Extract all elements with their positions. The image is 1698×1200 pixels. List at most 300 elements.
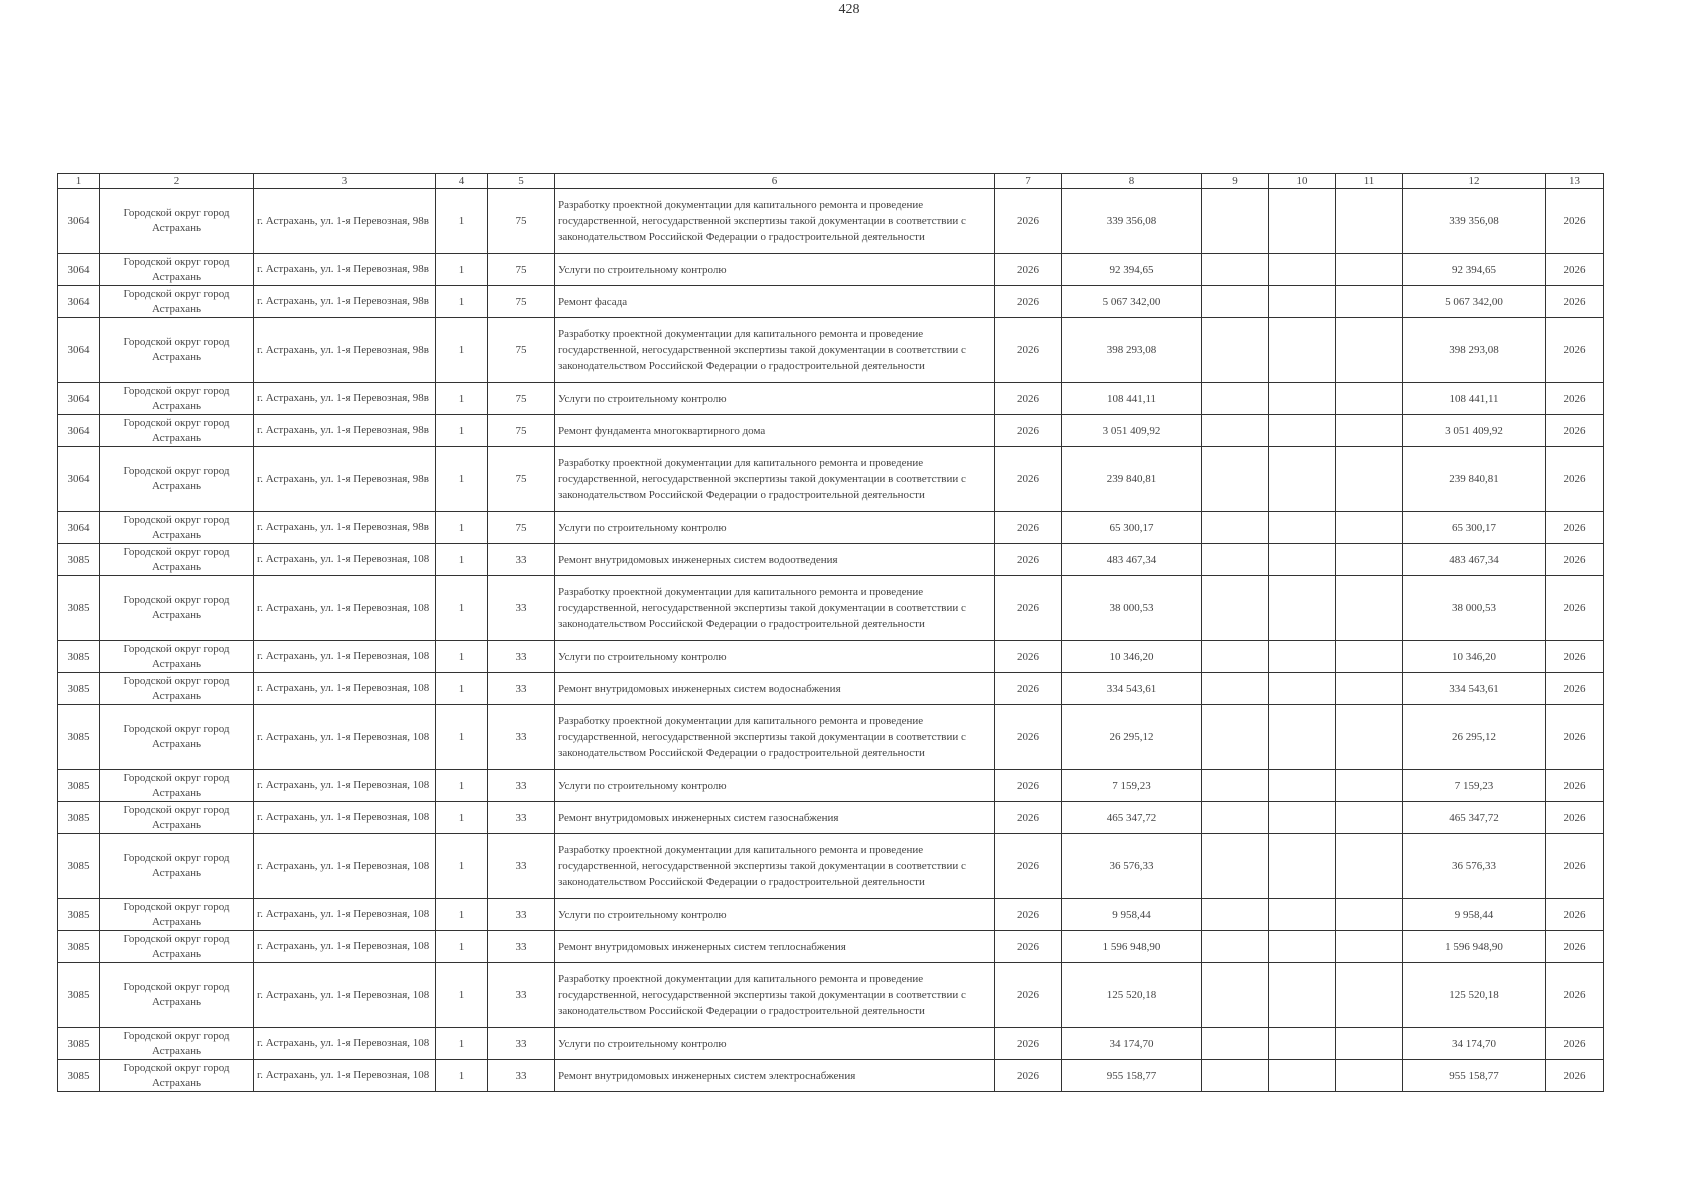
col-header-12: 12 xyxy=(1403,174,1546,189)
cost-cell: 3 051 409,92 xyxy=(1062,415,1202,447)
year-cell: 2026 xyxy=(995,834,1062,899)
work-type-cell: Ремонт фундамента многоквартирного дома xyxy=(555,415,995,447)
col9-cell xyxy=(1202,1028,1269,1060)
row-id-cell: 3064 xyxy=(58,447,100,512)
total-cost-cell: 398 293,08 xyxy=(1403,318,1546,383)
page-number: 428 xyxy=(838,2,860,17)
col9-cell xyxy=(1202,576,1269,641)
table-row xyxy=(58,512,1604,544)
col-header-3: 3 xyxy=(254,174,436,189)
col-header-2: 2 xyxy=(100,174,254,189)
col5-cell: 33 xyxy=(488,1028,555,1060)
cost-cell: 36 576,33 xyxy=(1062,834,1202,899)
col10-cell xyxy=(1269,802,1336,834)
address-cell: г. Астрахань, ул. 1-я Перевозная, 108 xyxy=(254,834,436,899)
table-row xyxy=(58,1060,1604,1092)
address-cell: г. Астрахань, ул. 1-я Перевозная, 108 xyxy=(254,673,436,705)
row-id-cell: 3064 xyxy=(58,286,100,318)
col4-cell: 1 xyxy=(436,705,488,770)
row-id-cell: 3085 xyxy=(58,931,100,963)
table-row xyxy=(58,770,1604,802)
col11-cell xyxy=(1336,1028,1403,1060)
col9-cell xyxy=(1202,254,1269,286)
col11-cell xyxy=(1336,447,1403,512)
col9-cell xyxy=(1202,512,1269,544)
completion-year-cell: 2026 xyxy=(1546,899,1604,931)
col10-cell xyxy=(1269,834,1336,899)
completion-year-cell: 2026 xyxy=(1546,189,1604,254)
col5-cell: 33 xyxy=(488,802,555,834)
col10-cell xyxy=(1269,544,1336,576)
col10-cell xyxy=(1269,254,1336,286)
col9-cell xyxy=(1202,705,1269,770)
address-cell: г. Астрахань, ул. 1-я Перевозная, 108 xyxy=(254,1060,436,1092)
municipality-cell: Городской округ город Астрахань xyxy=(100,544,254,576)
table-body xyxy=(58,189,1604,1092)
row-id-cell: 3085 xyxy=(58,899,100,931)
col4-cell: 1 xyxy=(436,899,488,931)
col9-cell xyxy=(1202,673,1269,705)
municipality-cell: Городской округ город Астрахань xyxy=(100,705,254,770)
table-row xyxy=(58,931,1604,963)
total-cost-cell: 5 067 342,00 xyxy=(1403,286,1546,318)
col10-cell xyxy=(1269,383,1336,415)
cost-cell: 955 158,77 xyxy=(1062,1060,1202,1092)
completion-year-cell: 2026 xyxy=(1546,286,1604,318)
col9-cell xyxy=(1202,415,1269,447)
col11-cell xyxy=(1336,189,1403,254)
total-cost-cell: 65 300,17 xyxy=(1403,512,1546,544)
cost-cell: 339 356,08 xyxy=(1062,189,1202,254)
row-id-cell: 3064 xyxy=(58,512,100,544)
municipality-cell: Городской округ город Астрахань xyxy=(100,770,254,802)
col11-cell xyxy=(1336,318,1403,383)
total-cost-cell: 10 346,20 xyxy=(1403,641,1546,673)
col-header-13: 13 xyxy=(1546,174,1604,189)
row-id-cell: 3085 xyxy=(58,576,100,641)
completion-year-cell: 2026 xyxy=(1546,641,1604,673)
col-header-1: 1 xyxy=(58,174,100,189)
col9-cell xyxy=(1202,544,1269,576)
year-cell: 2026 xyxy=(995,1028,1062,1060)
col10-cell xyxy=(1269,705,1336,770)
completion-year-cell: 2026 xyxy=(1546,1028,1604,1060)
col11-cell xyxy=(1336,383,1403,415)
col-header-6: 6 xyxy=(555,174,995,189)
col4-cell: 1 xyxy=(436,415,488,447)
completion-year-cell: 2026 xyxy=(1546,576,1604,641)
total-cost-cell: 108 441,11 xyxy=(1403,383,1546,415)
year-cell: 2026 xyxy=(995,1060,1062,1092)
capital-repair-table xyxy=(57,173,1604,1092)
work-type-cell: Разработку проектной документации для капитального ремонта и проведение государственной, негосударственной экспертизы такой документации в соответствии с законодательством Российской Федерации о градостроительной деятельности xyxy=(555,834,995,899)
year-cell: 2026 xyxy=(995,415,1062,447)
completion-year-cell: 2026 xyxy=(1546,318,1604,383)
col11-cell xyxy=(1336,1060,1403,1092)
col11-cell xyxy=(1336,963,1403,1028)
cost-cell: 9 958,44 xyxy=(1062,899,1202,931)
completion-year-cell: 2026 xyxy=(1546,770,1604,802)
municipality-cell: Городской округ город Астрахань xyxy=(100,931,254,963)
col9-cell xyxy=(1202,963,1269,1028)
cost-cell: 239 840,81 xyxy=(1062,447,1202,512)
col4-cell: 1 xyxy=(436,802,488,834)
municipality-cell: Городской округ город Астрахань xyxy=(100,415,254,447)
total-cost-cell: 36 576,33 xyxy=(1403,834,1546,899)
col-header-5: 5 xyxy=(488,174,555,189)
col4-cell: 1 xyxy=(436,673,488,705)
col10-cell xyxy=(1269,931,1336,963)
total-cost-cell: 34 174,70 xyxy=(1403,1028,1546,1060)
total-cost-cell: 9 958,44 xyxy=(1403,899,1546,931)
address-cell: г. Астрахань, ул. 1-я Перевозная, 98в xyxy=(254,318,436,383)
year-cell: 2026 xyxy=(995,576,1062,641)
col10-cell xyxy=(1269,963,1336,1028)
completion-year-cell: 2026 xyxy=(1546,834,1604,899)
address-cell: г. Астрахань, ул. 1-я Перевозная, 98в xyxy=(254,383,436,415)
row-id-cell: 3064 xyxy=(58,254,100,286)
work-type-cell: Разработку проектной документации для капитального ремонта и проведение государственной, негосударственной экспертизы такой документации в соответствии с законодательством Российской Федерации о градостроительной деятельности xyxy=(555,576,995,641)
address-cell: г. Астрахань, ул. 1-я Перевозная, 108 xyxy=(254,641,436,673)
address-cell: г. Астрахань, ул. 1-я Перевозная, 108 xyxy=(254,576,436,641)
completion-year-cell: 2026 xyxy=(1546,673,1604,705)
col5-cell: 33 xyxy=(488,770,555,802)
municipality-cell: Городской округ город Астрахань xyxy=(100,673,254,705)
completion-year-cell: 2026 xyxy=(1546,802,1604,834)
col5-cell: 33 xyxy=(488,834,555,899)
address-cell: г. Астрахань, ул. 1-я Перевозная, 98в xyxy=(254,415,436,447)
col9-cell xyxy=(1202,802,1269,834)
col9-cell xyxy=(1202,770,1269,802)
total-cost-cell: 125 520,18 xyxy=(1403,963,1546,1028)
work-type-cell: Ремонт внутридомовых инженерных систем водоотведения xyxy=(555,544,995,576)
table-row xyxy=(58,899,1604,931)
address-cell: г. Астрахань, ул. 1-я Перевозная, 98в xyxy=(254,189,436,254)
row-id-cell: 3064 xyxy=(58,189,100,254)
address-cell: г. Астрахань, ул. 1-я Перевозная, 98в xyxy=(254,286,436,318)
col10-cell xyxy=(1269,1028,1336,1060)
completion-year-cell: 2026 xyxy=(1546,447,1604,512)
col11-cell xyxy=(1336,834,1403,899)
municipality-cell: Городской округ город Астрахань xyxy=(100,512,254,544)
col5-cell: 75 xyxy=(488,286,555,318)
municipality-cell: Городской округ город Астрахань xyxy=(100,1060,254,1092)
total-cost-cell: 1 596 948,90 xyxy=(1403,931,1546,963)
table-row xyxy=(58,802,1604,834)
total-cost-cell: 465 347,72 xyxy=(1403,802,1546,834)
col9-cell xyxy=(1202,931,1269,963)
col5-cell: 75 xyxy=(488,254,555,286)
address-cell: г. Астрахань, ул. 1-я Перевозная, 108 xyxy=(254,931,436,963)
col10-cell xyxy=(1269,512,1336,544)
municipality-cell: Городской округ город Астрахань xyxy=(100,447,254,512)
col9-cell xyxy=(1202,318,1269,383)
year-cell: 2026 xyxy=(995,254,1062,286)
row-id-cell: 3085 xyxy=(58,705,100,770)
col11-cell xyxy=(1336,415,1403,447)
col-header-9: 9 xyxy=(1202,174,1269,189)
completion-year-cell: 2026 xyxy=(1546,1060,1604,1092)
work-type-cell: Услуги по строительному контролю xyxy=(555,770,995,802)
col5-cell: 75 xyxy=(488,189,555,254)
total-cost-cell: 92 394,65 xyxy=(1403,254,1546,286)
year-cell: 2026 xyxy=(995,899,1062,931)
cost-cell: 465 347,72 xyxy=(1062,802,1202,834)
col9-cell xyxy=(1202,834,1269,899)
table-row xyxy=(58,318,1604,383)
year-cell: 2026 xyxy=(995,189,1062,254)
total-cost-cell: 334 543,61 xyxy=(1403,673,1546,705)
col11-cell xyxy=(1336,705,1403,770)
col10-cell xyxy=(1269,770,1336,802)
row-id-cell: 3085 xyxy=(58,641,100,673)
year-cell: 2026 xyxy=(995,383,1062,415)
col11-cell xyxy=(1336,770,1403,802)
work-type-cell: Разработку проектной документации для капитального ремонта и проведение государственной, негосударственной экспертизы такой документации в соответствии с законодательством Российской Федерации о градостроительной деятельности xyxy=(555,705,995,770)
col11-cell xyxy=(1336,931,1403,963)
col4-cell: 1 xyxy=(436,834,488,899)
work-type-cell: Ремонт внутридомовых инженерных систем электроснабжения xyxy=(555,1060,995,1092)
work-type-cell: Услуги по строительному контролю xyxy=(555,254,995,286)
col4-cell: 1 xyxy=(436,1060,488,1092)
row-id-cell: 3085 xyxy=(58,963,100,1028)
table-row xyxy=(58,447,1604,512)
col-header-7: 7 xyxy=(995,174,1062,189)
work-type-cell: Ремонт внутридомовых инженерных систем водоснабжения xyxy=(555,673,995,705)
municipality-cell: Городской округ город Астрахань xyxy=(100,802,254,834)
work-type-cell: Услуги по строительному контролю xyxy=(555,512,995,544)
year-cell: 2026 xyxy=(995,705,1062,770)
cost-cell: 92 394,65 xyxy=(1062,254,1202,286)
col4-cell: 1 xyxy=(436,383,488,415)
completion-year-cell: 2026 xyxy=(1546,383,1604,415)
cost-cell: 5 067 342,00 xyxy=(1062,286,1202,318)
col9-cell xyxy=(1202,899,1269,931)
address-cell: г. Астрахань, ул. 1-я Перевозная, 108 xyxy=(254,705,436,770)
total-cost-cell: 239 840,81 xyxy=(1403,447,1546,512)
col9-cell xyxy=(1202,1060,1269,1092)
cost-cell: 108 441,11 xyxy=(1062,383,1202,415)
completion-year-cell: 2026 xyxy=(1546,931,1604,963)
completion-year-cell: 2026 xyxy=(1546,705,1604,770)
col11-cell xyxy=(1336,286,1403,318)
col9-cell xyxy=(1202,447,1269,512)
col9-cell xyxy=(1202,286,1269,318)
year-cell: 2026 xyxy=(995,512,1062,544)
table-row xyxy=(58,641,1604,673)
address-cell: г. Астрахань, ул. 1-я Перевозная, 98в xyxy=(254,447,436,512)
year-cell: 2026 xyxy=(995,673,1062,705)
municipality-cell: Городской округ город Астрахань xyxy=(100,641,254,673)
completion-year-cell: 2026 xyxy=(1546,254,1604,286)
work-type-cell: Услуги по строительному контролю xyxy=(555,383,995,415)
col4-cell: 1 xyxy=(436,318,488,383)
completion-year-cell: 2026 xyxy=(1546,415,1604,447)
address-cell: г. Астрахань, ул. 1-я Перевозная, 108 xyxy=(254,899,436,931)
work-type-cell: Ремонт внутридомовых инженерных систем теплоснабжения xyxy=(555,931,995,963)
address-cell: г. Астрахань, ул. 1-я Перевозная, 98в xyxy=(254,254,436,286)
col10-cell xyxy=(1269,1060,1336,1092)
col5-cell: 33 xyxy=(488,899,555,931)
cost-cell: 125 520,18 xyxy=(1062,963,1202,1028)
col4-cell: 1 xyxy=(436,770,488,802)
cost-cell: 10 346,20 xyxy=(1062,641,1202,673)
row-id-cell: 3085 xyxy=(58,1060,100,1092)
col10-cell xyxy=(1269,673,1336,705)
address-cell: г. Астрахань, ул. 1-я Перевозная, 108 xyxy=(254,544,436,576)
completion-year-cell: 2026 xyxy=(1546,512,1604,544)
col4-cell: 1 xyxy=(436,641,488,673)
row-id-cell: 3085 xyxy=(58,1028,100,1060)
col11-cell xyxy=(1336,544,1403,576)
col11-cell xyxy=(1336,641,1403,673)
col10-cell xyxy=(1269,189,1336,254)
year-cell: 2026 xyxy=(995,963,1062,1028)
address-cell: г. Астрахань, ул. 1-я Перевозная, 108 xyxy=(254,770,436,802)
col10-cell xyxy=(1269,286,1336,318)
cost-cell: 398 293,08 xyxy=(1062,318,1202,383)
col5-cell: 75 xyxy=(488,512,555,544)
col-header-11: 11 xyxy=(1336,174,1403,189)
year-cell: 2026 xyxy=(995,802,1062,834)
total-cost-cell: 955 158,77 xyxy=(1403,1060,1546,1092)
col11-cell xyxy=(1336,673,1403,705)
table-row xyxy=(58,834,1604,899)
work-type-cell: Разработку проектной документации для капитального ремонта и проведение государственной, негосударственной экспертизы такой документации в соответствии с законодательством Российской Федерации о градостроительной деятельности xyxy=(555,447,995,512)
table-row xyxy=(58,673,1604,705)
col5-cell: 33 xyxy=(488,576,555,641)
address-cell: г. Астрахань, ул. 1-я Перевозная, 98в xyxy=(254,512,436,544)
row-id-cell: 3085 xyxy=(58,770,100,802)
year-cell: 2026 xyxy=(995,770,1062,802)
col5-cell: 75 xyxy=(488,447,555,512)
col10-cell xyxy=(1269,318,1336,383)
cost-cell: 483 467,34 xyxy=(1062,544,1202,576)
col11-cell xyxy=(1336,512,1403,544)
col4-cell: 1 xyxy=(436,447,488,512)
table-row xyxy=(58,544,1604,576)
col5-cell: 33 xyxy=(488,705,555,770)
total-cost-cell: 339 356,08 xyxy=(1403,189,1546,254)
year-cell: 2026 xyxy=(995,931,1062,963)
completion-year-cell: 2026 xyxy=(1546,963,1604,1028)
year-cell: 2026 xyxy=(995,286,1062,318)
cost-cell: 334 543,61 xyxy=(1062,673,1202,705)
table-row xyxy=(58,705,1604,770)
col4-cell: 1 xyxy=(436,544,488,576)
address-cell: г. Астрахань, ул. 1-я Перевозная, 108 xyxy=(254,802,436,834)
year-cell: 2026 xyxy=(995,318,1062,383)
work-type-cell: Услуги по строительному контролю xyxy=(555,1028,995,1060)
col10-cell xyxy=(1269,641,1336,673)
table-row xyxy=(58,286,1604,318)
cost-cell: 26 295,12 xyxy=(1062,705,1202,770)
col11-cell xyxy=(1336,802,1403,834)
work-type-cell: Разработку проектной документации для капитального ремонта и проведение государственной, негосударственной экспертизы такой документации в соответствии с законодательством Российской Федерации о градостроительной деятельности xyxy=(555,963,995,1028)
municipality-cell: Городской округ город Астрахань xyxy=(100,286,254,318)
table-row xyxy=(58,383,1604,415)
col10-cell xyxy=(1269,447,1336,512)
col4-cell: 1 xyxy=(436,576,488,641)
work-type-cell: Услуги по строительному контролю xyxy=(555,899,995,931)
work-type-cell: Разработку проектной документации для капитального ремонта и проведение государственной, негосударственной экспертизы такой документации в соответствии с законодательством Российской Федерации о градостроительной деятельности xyxy=(555,318,995,383)
row-id-cell: 3085 xyxy=(58,673,100,705)
cost-cell: 38 000,53 xyxy=(1062,576,1202,641)
col9-cell xyxy=(1202,641,1269,673)
col11-cell xyxy=(1336,576,1403,641)
col9-cell xyxy=(1202,383,1269,415)
municipality-cell: Городской округ город Астрахань xyxy=(100,383,254,415)
table-row xyxy=(58,189,1604,254)
address-cell: г. Астрахань, ул. 1-я Перевозная, 108 xyxy=(254,1028,436,1060)
col4-cell: 1 xyxy=(436,1028,488,1060)
row-id-cell: 3064 xyxy=(58,383,100,415)
col11-cell xyxy=(1336,899,1403,931)
table-row xyxy=(58,415,1604,447)
municipality-cell: Городской округ город Астрахань xyxy=(100,189,254,254)
col-header-8: 8 xyxy=(1062,174,1202,189)
col5-cell: 75 xyxy=(488,383,555,415)
col5-cell: 75 xyxy=(488,415,555,447)
row-id-cell: 3085 xyxy=(58,544,100,576)
work-type-cell: Ремонт внутридомовых инженерных систем газоснабжения xyxy=(555,802,995,834)
col4-cell: 1 xyxy=(436,963,488,1028)
col5-cell: 33 xyxy=(488,544,555,576)
col5-cell: 33 xyxy=(488,673,555,705)
row-id-cell: 3064 xyxy=(58,415,100,447)
col4-cell: 1 xyxy=(436,189,488,254)
col-header-4: 4 xyxy=(436,174,488,189)
work-type-cell: Разработку проектной документации для капитального ремонта и проведение государственной, негосударственной экспертизы такой документации в соответствии с законодательством Российской Федерации о градостроительной деятельности xyxy=(555,189,995,254)
table-row xyxy=(58,1028,1604,1060)
municipality-cell: Городской округ город Астрахань xyxy=(100,963,254,1028)
row-id-cell: 3085 xyxy=(58,834,100,899)
col4-cell: 1 xyxy=(436,931,488,963)
table-row xyxy=(58,963,1604,1028)
year-cell: 2026 xyxy=(995,447,1062,512)
total-cost-cell: 483 467,34 xyxy=(1403,544,1546,576)
col-header-10: 10 xyxy=(1269,174,1336,189)
total-cost-cell: 26 295,12 xyxy=(1403,705,1546,770)
total-cost-cell: 7 159,23 xyxy=(1403,770,1546,802)
completion-year-cell: 2026 xyxy=(1546,544,1604,576)
row-id-cell: 3064 xyxy=(58,318,100,383)
col10-cell xyxy=(1269,899,1336,931)
cost-cell: 7 159,23 xyxy=(1062,770,1202,802)
cost-cell: 1 596 948,90 xyxy=(1062,931,1202,963)
col4-cell: 1 xyxy=(436,512,488,544)
total-cost-cell: 3 051 409,92 xyxy=(1403,415,1546,447)
municipality-cell: Городской округ город Астрахань xyxy=(100,899,254,931)
col4-cell: 1 xyxy=(436,254,488,286)
col5-cell: 75 xyxy=(488,318,555,383)
col11-cell xyxy=(1336,254,1403,286)
year-cell: 2026 xyxy=(995,544,1062,576)
col5-cell: 33 xyxy=(488,931,555,963)
table-row xyxy=(58,254,1604,286)
work-type-cell: Ремонт фасада xyxy=(555,286,995,318)
col4-cell: 1 xyxy=(436,286,488,318)
municipality-cell: Городской округ город Астрахань xyxy=(100,834,254,899)
col5-cell: 33 xyxy=(488,641,555,673)
row-id-cell: 3085 xyxy=(58,802,100,834)
municipality-cell: Городской округ город Астрахань xyxy=(100,318,254,383)
year-cell: 2026 xyxy=(995,641,1062,673)
cost-cell: 65 300,17 xyxy=(1062,512,1202,544)
municipality-cell: Городской округ город Астрахань xyxy=(100,576,254,641)
col10-cell xyxy=(1269,415,1336,447)
address-cell: г. Астрахань, ул. 1-я Перевозная, 108 xyxy=(254,963,436,1028)
